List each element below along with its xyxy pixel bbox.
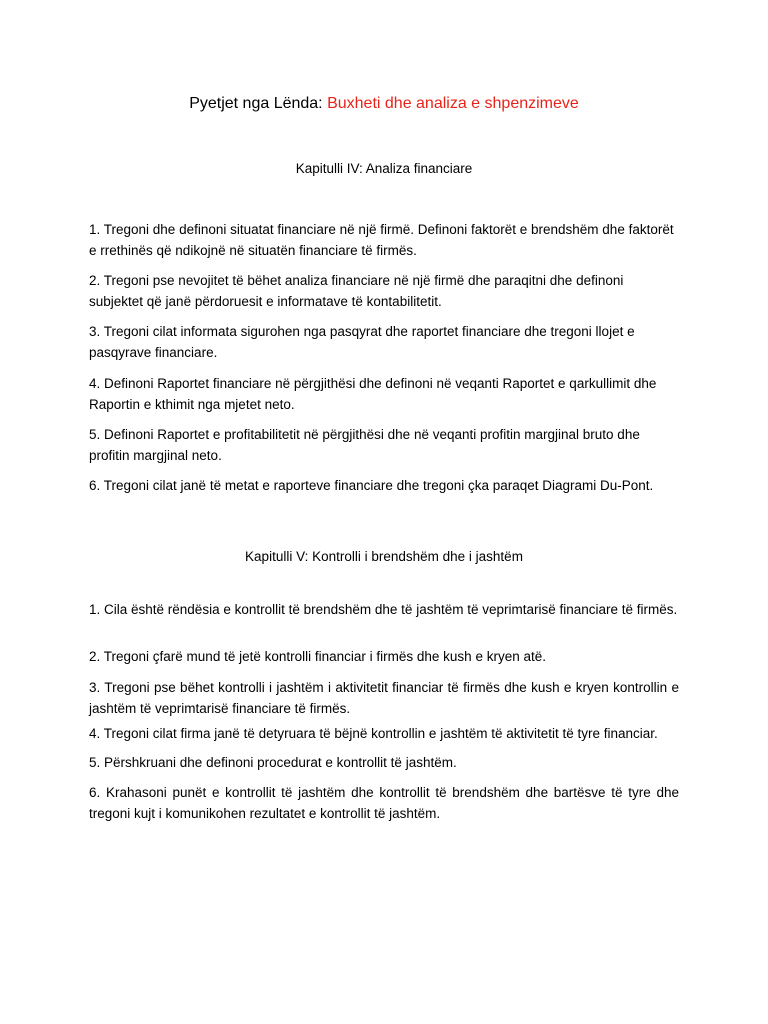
chapter-iv-question-3: 3. Tregoni cilat informata sigurohen nga pasqyrat dhe raportet financiare dhe tregoni llojet e pasqyrave financiare. <box>89 324 635 360</box>
chapter-v-question-5: 5. Përshkruani dhe definoni procedurat e kontrollit të jashtëm. <box>89 755 457 770</box>
chapter-iv-question-2: 2. Tregoni pse nevojitet të bëhet analiza financiare në një firmë dhe paraqitni dhe definoni subjektet që janë përdoruesit e informatave të kontabilitetit. <box>89 273 624 309</box>
chapter-v-question-1: 1. Cila është rëndësia e kontrollit të brendshëm dhe të jashtëm të veprimtarisë financiare të firmës. <box>89 602 678 617</box>
chapter-v-question-2: 2. Tregoni çfarë mund të jetë kontrolli financiar i firmës dhe kush e kryen atë. <box>89 649 546 664</box>
chapter-v-question-3: 3. Tregoni pse bëhet kontrolli i jashtëm i aktivitetit financiar të firmës dhe kush e kryen kontrollin e jashtëm të veprimtarisë financiare të firmës. <box>89 680 679 716</box>
chapter-v-question-4: 4. Tregoni cilat firma janë të detyruara të bëjnë kontrollin e jashtëm të aktivitetit të tyre financiar. <box>89 726 658 741</box>
chapter-iv-question-6: 6. Tregoni cilat janë të metat e raporteve financiare dhe tregoni çka paraqet Diagrami Du-Pont. <box>89 478 654 493</box>
title-subject: Buxheti dhe analiza e shpenzimeve <box>327 95 579 112</box>
chapter-iv-heading: Kapitulli IV: Analiza financiare <box>295 161 473 176</box>
chapter-v-question-6: 6. Krahasoni punët e kontrollit të jashtëm dhe kontrollit të brendshëm dhe bartësve të tyre dhe tregoni kujt i komunikohen rezultatet e kontrollit të jashtëm. <box>89 785 679 821</box>
page-title <box>0 93 768 115</box>
title-prefix: Pyetjet nga Lënda: <box>189 95 328 112</box>
chapter-iv-question-5: 5. Definoni Raportet e profitabilitetit në përgjithësi dhe në veqanti profitin margjinal bruto dhe profitin margjinal neto. <box>89 427 640 463</box>
chapter-v-heading: Kapitulli V: Kontrolli i brendshëm dhe i jashtëm <box>245 549 523 564</box>
chapter-iv-question-1: 1. Tregoni dhe definoni situatat financiare në një firmë. Definoni faktorët e brendshëm dhe faktorët e rrethinës që ndikojnë në situatën financiare të firmës. <box>89 222 674 258</box>
chapter-iv-question-4: 4. Definoni Raportet financiare në përgjithësi dhe definoni në veqanti Raportet e qarkullimit dhe Raportin e kthimit nga mjetet neto. <box>89 376 657 412</box>
